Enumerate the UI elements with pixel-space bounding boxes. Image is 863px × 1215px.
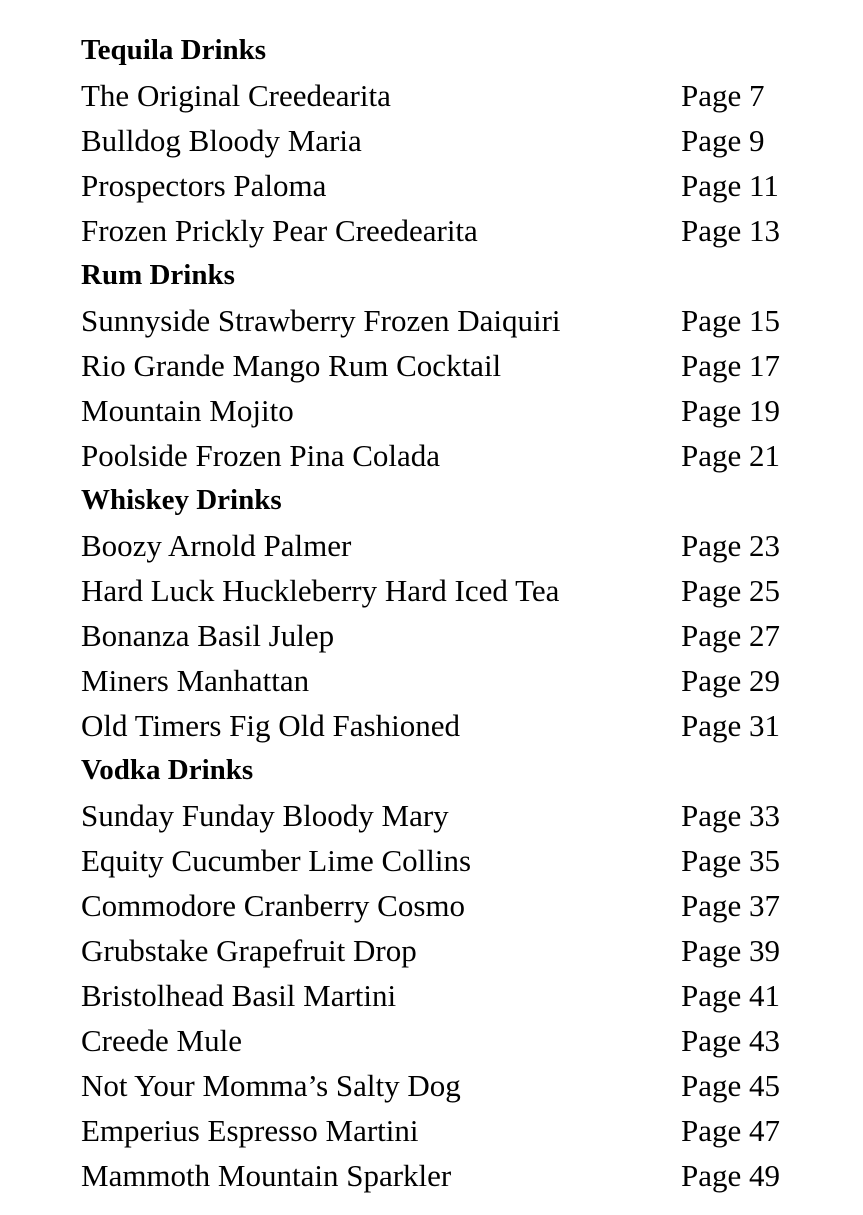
entry-page: Page 37 — [681, 888, 781, 923]
toc-entry[interactable] — [81, 613, 801, 658]
toc-entry[interactable] — [81, 1108, 801, 1153]
entry-title: Mountain Mojito — [81, 393, 294, 428]
section-heading-vodka — [81, 748, 801, 793]
entry-title: Bristolhead Basil Martini — [81, 978, 397, 1013]
entry-page: Page 19 — [681, 393, 781, 428]
entry-title: Sunday Funday Bloody Mary — [81, 798, 449, 833]
section-heading-text: Whiskey Drinks — [81, 484, 282, 516]
entry-title: Sunnyside Strawberry Frozen Daiquiri — [81, 303, 561, 338]
entry-page: Page 35 — [681, 843, 781, 878]
section-heading-tequila — [81, 28, 801, 73]
entry-title: Bulldog Bloody Maria — [81, 123, 362, 158]
toc-entry[interactable] — [81, 163, 801, 208]
entry-title: Bonanza Basil Julep — [81, 618, 335, 653]
toc-entry[interactable] — [81, 118, 801, 163]
section-heading-text: Vodka Drinks — [81, 754, 254, 786]
toc-entry[interactable] — [81, 73, 801, 118]
entry-page: Page 27 — [681, 618, 781, 653]
entry-title: Boozy Arnold Palmer — [81, 528, 352, 563]
toc-entry[interactable] — [81, 703, 801, 748]
table-of-contents — [81, 28, 801, 1198]
entry-page: Page 23 — [681, 528, 781, 563]
entry-title: Not Your Momma’s Salty Dog — [81, 1068, 461, 1103]
entry-title: Creede Mule — [81, 1023, 242, 1058]
toc-entry[interactable] — [81, 1153, 801, 1198]
entry-page: Page 49 — [681, 1158, 781, 1193]
toc-entry[interactable] — [81, 298, 801, 343]
section-heading-rum — [81, 253, 801, 298]
entry-title: Hard Luck Huckleberry Hard Iced Tea — [81, 573, 560, 608]
entry-title: Prospectors Paloma — [81, 168, 327, 203]
entry-title: Poolside Frozen Pina Colada — [81, 438, 441, 473]
toc-entry[interactable] — [81, 388, 801, 433]
toc-entry[interactable] — [81, 883, 801, 928]
toc-entry[interactable] — [81, 1063, 801, 1108]
entry-title: Old Timers Fig Old Fashioned — [81, 708, 460, 743]
entry-page: Page 21 — [681, 438, 781, 473]
entry-title: The Original Creedearita — [81, 78, 391, 113]
entry-title: Equity Cucumber Lime Collins — [81, 843, 472, 878]
entry-title: Commodore Cranberry Cosmo — [81, 888, 466, 923]
entry-title: Grubstake Grapefruit Drop — [81, 933, 417, 968]
entry-page: Page 47 — [681, 1113, 781, 1148]
entry-title: Frozen Prickly Pear Creedearita — [81, 213, 478, 248]
entry-page: Page 41 — [681, 978, 781, 1013]
toc-entry[interactable] — [81, 658, 801, 703]
section-heading-whiskey — [81, 478, 801, 523]
section-heading-text: Rum Drinks — [81, 259, 235, 291]
toc-entry[interactable] — [81, 208, 801, 253]
entry-page: Page 7 — [681, 78, 765, 113]
entry-title: Rio Grande Mango Rum Cocktail — [81, 348, 502, 383]
entry-title: Emperius Espresso Martini — [81, 1113, 419, 1148]
entry-page: Page 15 — [681, 303, 781, 338]
toc-entry[interactable] — [81, 1018, 801, 1063]
entry-page: Page 9 — [681, 123, 765, 158]
section-heading-text: Tequila Drinks — [81, 34, 267, 66]
toc-entry[interactable] — [81, 568, 801, 613]
entry-page: Page 33 — [681, 798, 781, 833]
entry-page: Page 45 — [681, 1068, 781, 1103]
toc-entry[interactable] — [81, 793, 801, 838]
toc-entry[interactable] — [81, 973, 801, 1018]
entry-title: Miners Manhattan — [81, 663, 310, 698]
toc-entry[interactable] — [81, 523, 801, 568]
entry-title: Mammoth Mountain Sparkler — [81, 1158, 452, 1193]
entry-page: Page 17 — [681, 348, 781, 383]
entry-page: Page 29 — [681, 663, 781, 698]
toc-entry[interactable] — [81, 928, 801, 973]
entry-page: Page 43 — [681, 1023, 781, 1058]
entry-page: Page 31 — [681, 708, 781, 743]
entry-page: Page 25 — [681, 573, 781, 608]
entry-page: Page 13 — [681, 213, 781, 248]
entry-page: Page 11 — [681, 168, 779, 203]
toc-entry[interactable] — [81, 433, 801, 478]
entry-page: Page 39 — [681, 933, 781, 968]
toc-entry[interactable] — [81, 343, 801, 388]
toc-entry[interactable] — [81, 838, 801, 883]
